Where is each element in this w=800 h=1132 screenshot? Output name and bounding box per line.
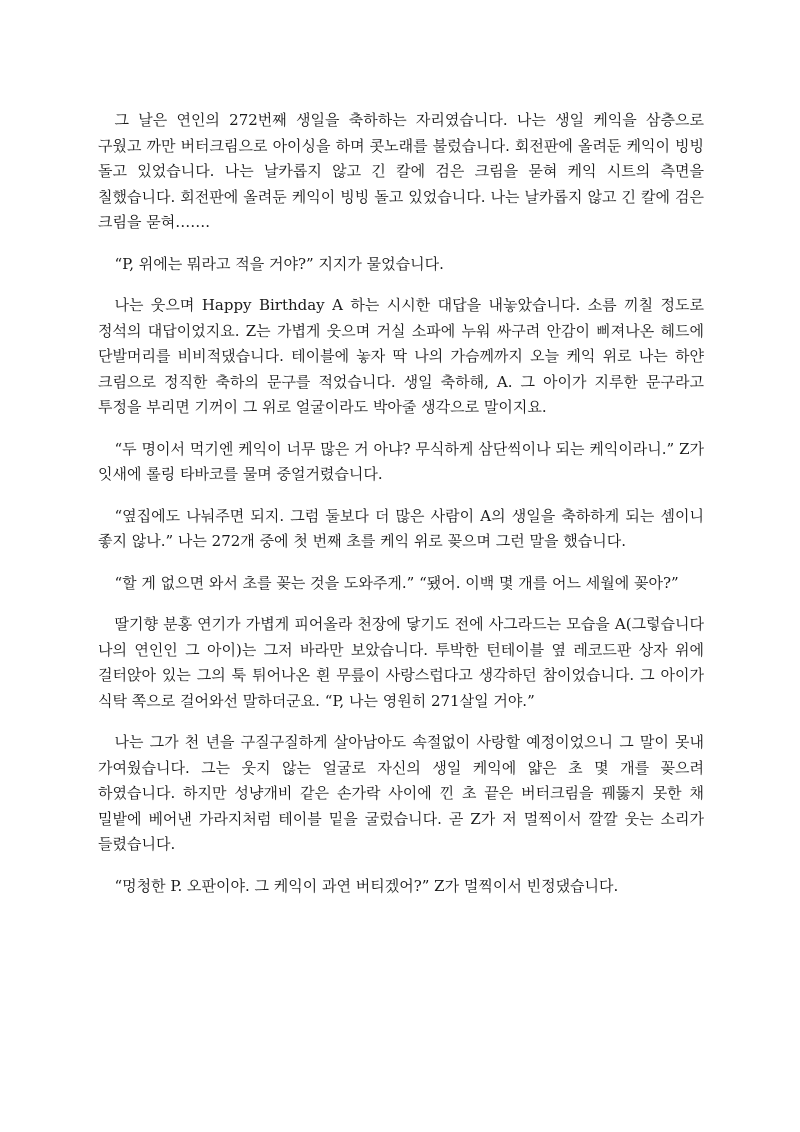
paragraph-7: 딸기향 분홍 연기가 가볍게 피어올라 천장에 닿기도 전에 사그라드는 모습을 A(그렇습니다 나의 연인인 그 아이)는 그저 바라만 보았습니다. 투박한 턴테이블 옆 레코드판 상자 위에 걸터앉아 있는 그의 툭 튀어나온 흰 무릎이 사랑스럽다고 생각하던 참이었습니다. 그 아이가 식탁 쪽으로 걸어와선 말하더군요. “P, 나는 영원히 271살일 거야.” bbox=[98, 615, 704, 710]
paragraph-8: 나는 그가 천 년을 구질구질하게 살아남아도 속절없이 사랑할 예정이었으니 그 말이 못내 가여웠습니다. 그는 웃지 않는 얼굴로 자신의 생일 케익에 얇은 초 몇 개를 꽂으려 하였습니다. 하지만 성냥개비 같은 손가락 사이에 낀 초 끝은 버터크림을 꿰뚫지 못한 채 밀밭에 베어낸 가라지처럼 테이블 밑을 굴렀습니다. 곧 Z가 저 멀찍이서 깔깔 웃는 소리가 들렸습니다. bbox=[98, 733, 704, 853]
paragraph-1: 그 날은 연인의 272번째 생일을 축하하는 자리였습니다. 나는 생일 케익을 삼층으로 구웠고 까만 버터크림으로 아이싱을 하며 콧노래를 불렀습니다. 회전판에 올려둔 케익이 빙빙 돌고 있었습니다. 나는 날카롭지 않고 긴 칼에 검은 크림을 묻혀 케익 시트의 측면을 칠했습니다. 회전판에 올려둔 케익이 빙빙 돌고 있었습니다. 나는 날카롭지 않고 긴 칼에 검은 크림을 묻혀……. bbox=[98, 111, 704, 231]
paragraph-2: “P, 위에는 뭐라고 적을 거야?” 지지가 물었습니다. bbox=[114, 254, 444, 273]
paragraph-3: 나는 웃으며 Happy Birthday A 하는 시시한 대답을 내놓았습니다. 소름 끼칠 정도로 정석의 대답이었지요. Z는 가볍게 웃으며 거실 소파에 누워 싸구려 안감이 삐져나온 헤드에 단발머리를 비비적댔습니다. 테이블에 놓자 딱 나의 가슴께까지 오늘 케익 위로 나는 하얀 크림으로 정직한 축하의 문구를 적었습니다. 생일 축하해, A. 그 아이가 지루한 문구라고 투정을 부리면 기꺼이 그 위로 얼굴이라도 박아줄 생각으로 말이지요. bbox=[98, 296, 704, 416]
story-text bbox=[98, 108, 704, 915]
paragraph-4: “두 명이서 먹기엔 케익이 너무 많은 거 아냐? 무식하게 삼단씩이나 되는 케익이라니.” Z가 잇새에 롤링 타바코를 물며 중얼거렸습니다. bbox=[98, 439, 704, 483]
paragraph-9: “멍청한 P. 오판이야. 그 케익이 과연 버티겠어?” Z가 멀찍이서 빈정댔습니다. bbox=[114, 876, 619, 895]
paragraph-5: “옆집에도 나눠주면 되지. 그럼 둘보다 더 많은 사람이 A의 생일을 축하하게 되는 셈이니 좋지 않나.” 나는 272개 중에 첫 번째 초를 케익 위로 꽂으며 그런 말을 했습니다. bbox=[98, 506, 704, 550]
paragraph-6: “할 게 없으면 와서 초를 꽂는 것을 도와주게.” “됐어. 이백 몇 개를 어느 세월에 꽂아?” bbox=[114, 573, 679, 592]
